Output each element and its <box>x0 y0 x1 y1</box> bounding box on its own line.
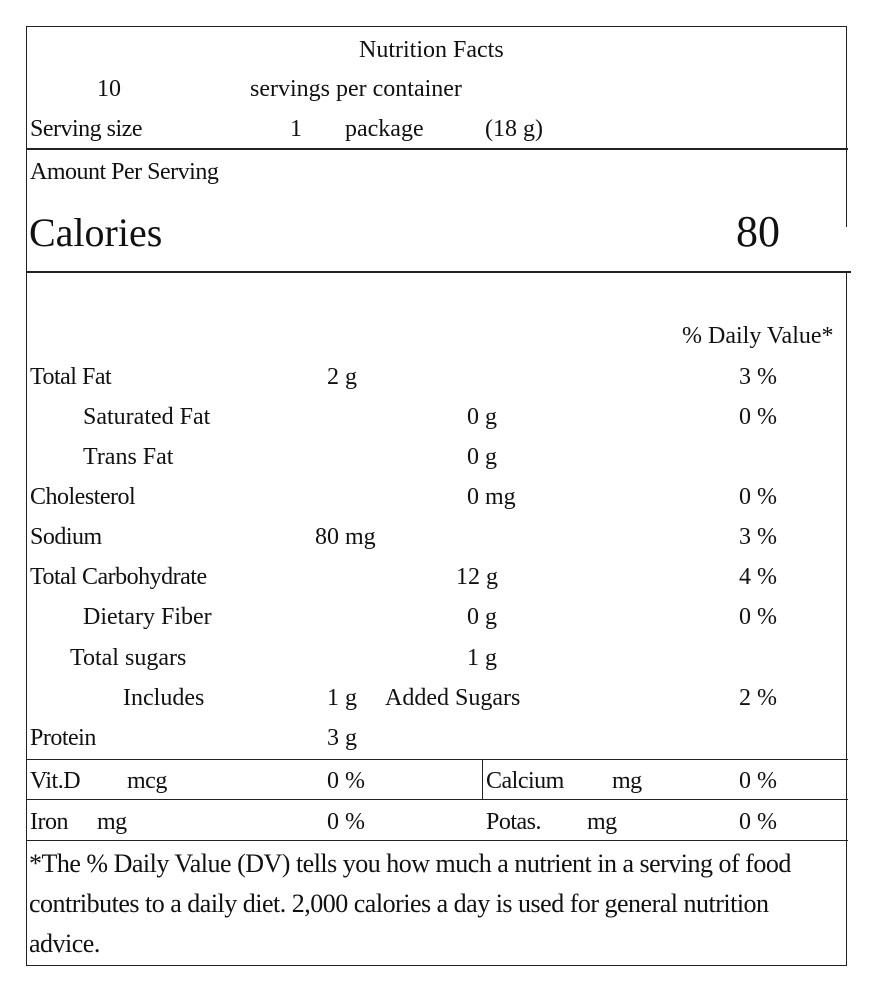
dietary-fiber-amount: 0 g <box>467 604 497 630</box>
calcium-dv: 0 % <box>739 768 777 794</box>
calcium-label: Calcium <box>486 768 564 794</box>
added-sugars-label: Added Sugars <box>385 685 521 711</box>
added-sugars-amount: 1 g <box>327 685 357 711</box>
calcium-unit: mg <box>612 768 642 794</box>
total-fat-dv: 3 % <box>739 364 777 390</box>
protein-amount: 3 g <box>327 725 357 751</box>
nutrient-trans-fat: Trans Fat <box>83 444 174 470</box>
nutrient-cholesterol: Cholesterol <box>30 484 136 510</box>
servings-text: servings per container <box>250 76 462 102</box>
iron-unit: mg <box>97 809 127 835</box>
potassium-unit: mg <box>587 809 617 835</box>
total-fat-amount: 2 g <box>327 364 357 390</box>
vitamin-column-divider <box>482 759 483 799</box>
calories-label: Calories <box>29 210 163 255</box>
daily-value-header: % Daily Value* <box>682 323 834 349</box>
divider-vitamins <box>27 759 848 760</box>
potassium-dv: 0 % <box>739 809 777 835</box>
divider-serving <box>27 148 848 150</box>
serving-size-amount: 1 <box>290 116 302 142</box>
label-title: Nutrition Facts <box>359 37 504 63</box>
nutrition-facts-panel <box>26 26 847 966</box>
added-sugars-dv: 2 % <box>739 685 777 711</box>
total-carbohydrate-amount: 12 g <box>456 564 498 590</box>
iron-label: Iron <box>30 809 68 835</box>
serving-size-weight: (18 g) <box>485 116 543 142</box>
total-carbohydrate-dv: 4 % <box>739 564 777 590</box>
sodium-amount: 80 mg <box>315 524 376 550</box>
nutrient-saturated-fat: Saturated Fat <box>83 404 211 430</box>
divider-minerals <box>27 799 848 800</box>
nutrient-includes: Includes <box>123 685 205 711</box>
total-sugars-amount: 1 g <box>467 645 497 671</box>
saturated-fat-dv: 0 % <box>739 404 777 430</box>
cholesterol-dv: 0 % <box>739 484 777 510</box>
footnote-line-2: contributes to a daily diet. 2,000 calories a day is used for general nutrition <box>29 889 769 918</box>
sodium-dv: 3 % <box>739 524 777 550</box>
nutrient-sodium: Sodium <box>30 524 102 550</box>
nutrient-total-carbohydrate: Total Carbohydrate <box>30 564 207 590</box>
footnote-line-1: *The % Daily Value (DV) tells you how much a nutrient in a serving of food <box>29 849 791 878</box>
servings-count: 10 <box>97 76 121 102</box>
vitamin-d-dv: 0 % <box>327 768 365 794</box>
footnote-line-3: advice. <box>29 929 100 958</box>
iron-dv: 0 % <box>327 809 365 835</box>
trans-fat-amount: 0 g <box>467 444 497 470</box>
vitamin-d-label: Vit.D <box>30 768 81 794</box>
amount-per-serving: Amount Per Serving <box>30 159 219 185</box>
saturated-fat-amount: 0 g <box>467 404 497 430</box>
nutrient-total-sugars: Total sugars <box>70 645 187 671</box>
vitamin-d-unit: mcg <box>127 768 167 794</box>
border-gap <box>845 227 851 273</box>
dietary-fiber-dv: 0 % <box>739 604 777 630</box>
cholesterol-amount: 0 mg <box>467 484 516 510</box>
nutrient-protein: Protein <box>30 725 96 751</box>
potassium-label: Potas. <box>486 809 542 835</box>
divider-footnote <box>27 840 848 841</box>
serving-size-unit: package <box>345 116 424 142</box>
serving-size-label: Serving size <box>30 116 142 142</box>
nutrient-total-fat: Total Fat <box>30 364 112 390</box>
calories-value: 80 <box>736 207 780 256</box>
nutrient-dietary-fiber: Dietary Fiber <box>83 604 212 630</box>
divider-calories <box>27 271 851 273</box>
